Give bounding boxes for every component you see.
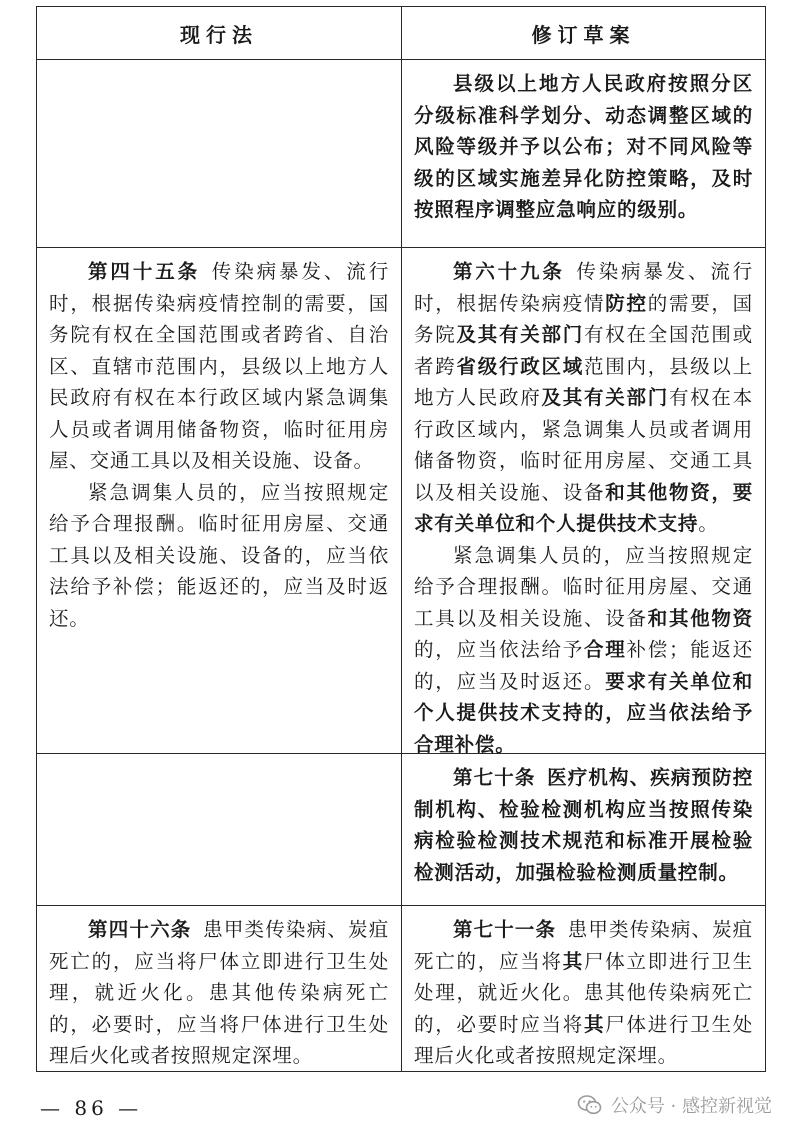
body-text: 紧急调集人员的，应当按照规定给予合理报酬。临时征用房屋、交通工具以及相关设施、设备的，应当依法给予补偿；能返还的，应当及时返还。 (49, 480, 389, 630)
revised-text: 及其有关部门 (456, 323, 584, 346)
current-law-cell (37, 60, 402, 247)
draft-cell (402, 906, 765, 1071)
revised-text: 防控 (605, 291, 648, 315)
revised-text: 和其他物资，要求有关单位和个人提供技术支持 (414, 480, 753, 535)
table-row (37, 59, 765, 247)
wechat-icon (577, 1092, 603, 1118)
article-number: 第四十五条 (88, 260, 201, 283)
header-current-law: 现行法 (37, 7, 402, 59)
revised-text: 县级以上地方人民政府按照分区分级标准科学划分、动态调整区域的风险等级并予以公布；对不同风险等级的区域实施差异化防控策略，及时按照程序调整应急响应的级别。 (414, 72, 753, 221)
revised-text: 及其有关部门 (541, 386, 669, 409)
paragraph (402, 540, 765, 761)
article-number: 第六十九条 (453, 260, 565, 283)
watermark-text: 公众号 · 感控新视觉 (610, 1096, 772, 1117)
body-text: 有权在全国范围或者跨 (414, 323, 753, 378)
article-number: 第四十六条 (88, 918, 192, 941)
draft-cell (402, 754, 765, 905)
body-text: 。 (698, 512, 719, 535)
revised-text: 省级行政区域 (456, 354, 584, 378)
draft-cell (402, 248, 765, 756)
revised-text: 其 (562, 949, 584, 973)
table-row (37, 905, 765, 1071)
paragraph (402, 762, 765, 888)
paragraph (37, 914, 401, 1072)
revised-text: 和其他物资 (647, 606, 753, 630)
article-number: 第七十条 (453, 766, 536, 789)
body-text: 患甲类传染病、炭疽死亡的，应当将 (414, 918, 753, 973)
revised-text: 合理 (583, 638, 627, 661)
body-text: 紧急调集人员的，应当按照规定给予合理报酬。临时征用房屋、交通工具以及相关设施、设备 (414, 543, 753, 630)
current-law-cell (37, 754, 402, 905)
table-row (37, 753, 765, 905)
revised-text: 要求有关单位和个人提供技术支持的，应当依法给予合理补偿。 (414, 669, 753, 756)
article-number: 第七十一条 (453, 918, 557, 941)
body-text: 传染病暴发、流行时，根据传染病疫情 (414, 260, 753, 315)
body-text: 尸体进行卫生处理后火化或者按照规定深埋。 (414, 1012, 753, 1067)
revised-text: 医疗机构、疾病预防控制机构、检验检测机构应当按照传染病检验检测技术规范和标准开展检验检测活动，加强检验检测质量控制。 (414, 766, 753, 884)
body-text: 的需要，国务院 (414, 291, 753, 346)
body-text: 有权在本行政区域内，紧急调集人员或者调用储备物资，临时征用房屋、交通工具以及相关设施、设备 (414, 386, 753, 504)
body-text: 的，应当依法给予 (414, 638, 584, 661)
table-header (37, 7, 765, 59)
body-text: 补偿；能返还的，应当及时返还。 (414, 638, 753, 693)
paragraph (37, 477, 401, 635)
body-text: 范围内，县级以上地方人民政府 (414, 354, 753, 409)
paragraph (402, 68, 765, 226)
current-law-cell (37, 248, 402, 753)
body-text: 传染病暴发、流行时，根据传染病疫情控制的需要，国务院有权在全国范围或者跨省、自治区、直辖市范围内，县级以上地方人民政府有权在本行政区域内紧急调集人员或者调用储备物资，临时征用房屋、交通工具以及相关设施、设备。 (49, 260, 389, 472)
paragraph (402, 914, 765, 1072)
watermark (577, 1092, 772, 1118)
draft-cell (402, 60, 765, 247)
header-draft: 修订草案 (531, 22, 636, 47)
body-text: 尸体立即进行卫生处理，就近火化。患其他传染病死亡的，必要时应当将 (414, 949, 753, 1036)
paragraph (37, 256, 401, 477)
table-row (37, 247, 765, 756)
revised-text: 其 (583, 1012, 606, 1036)
comparison-table (36, 6, 766, 1072)
body-text: 患甲类传染病、炭疽死亡的，应当将尸体立即进行卫生处理，就近火化。患其他传染病死亡的，必要时，应当将尸体进行卫生处理后火化或者按照规定深埋。 (49, 918, 389, 1067)
paragraph (402, 256, 765, 540)
page-number: — 86 — (40, 1096, 143, 1120)
current-law-cell (37, 906, 402, 1071)
